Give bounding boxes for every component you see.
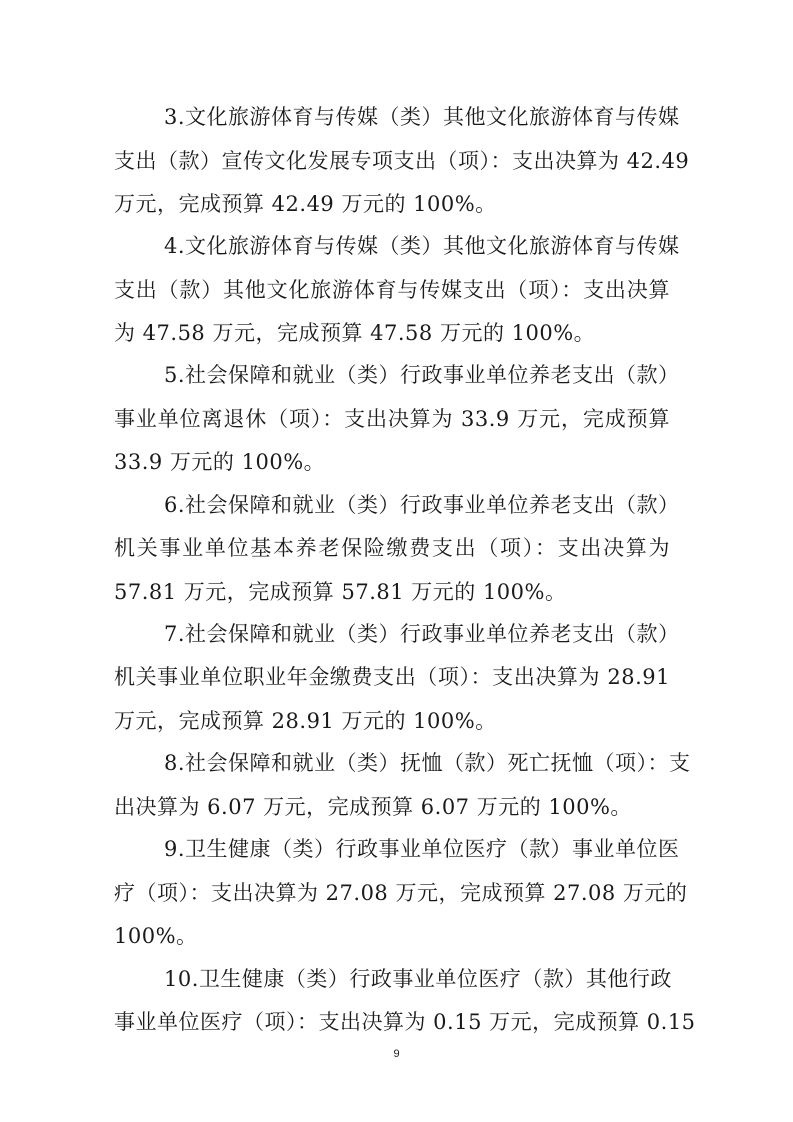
paragraph-5-line-3: 33.9 万元的 100%。 xyxy=(114,450,326,474)
page-number: 9 xyxy=(393,1048,400,1060)
paragraph-7-line-2: 机关事业单位职业年金缴费支出（项）：支出决算为 28.91 xyxy=(114,665,670,689)
paragraph-6-line-3: 57.81 万元，完成预算 57.81 万元的 100%。 xyxy=(114,580,567,604)
paragraph-10-line-2: 事业单位医疗（项）：支出决算为 0.15 万元，完成预算 0.15 xyxy=(114,1010,696,1034)
paragraph-5-line-2: 事业单位离退休（项）：支出决算为 33.9 万元，完成预算 xyxy=(114,407,670,431)
paragraph-6-line-2: 机关事业单位基本养老保险缴费支出（项）：支出决算为 xyxy=(114,536,670,560)
paragraph-4-line-3: 为 47.58 万元，完成预算 47.58 万元的 100%。 xyxy=(114,321,596,345)
paragraph-8-line-1: 8.社会保障和就业（类）抚恤（款）死亡抚恤（项）：支 xyxy=(164,751,691,775)
paragraph-4-line-1: 4.文化旅游体育与传媒（类）其他文化旅游体育与传媒 xyxy=(164,234,680,258)
paragraph-6-line-1: 6.社会保障和就业（类）行政事业单位养老支出（款） xyxy=(164,493,680,517)
paragraph-3-line-3: 万元，完成预算 42.49 万元的 100%。 xyxy=(114,192,497,216)
paragraph-3-line-1: 3.文化旅游体育与传媒（类）其他文化旅游体育与传媒 xyxy=(164,105,680,129)
paragraph-4-line-2: 支出（款）其他文化旅游体育与传媒支出（项）：支出决算 xyxy=(114,278,670,302)
paragraph-7-line-3: 万元，完成预算 28.91 万元的 100%。 xyxy=(114,709,497,733)
paragraph-5-line-1: 5.社会保障和就业（类）行政事业单位养老支出（款） xyxy=(164,363,680,387)
paragraph-3-line-2: 支出（款）宣传文化发展专项支出（项）：支出决算为 42.49 xyxy=(114,149,690,173)
paragraph-9-line-1: 9.卫生健康（类）行政事业单位医疗（款）事业单位医 xyxy=(164,837,680,861)
paragraph-9-line-2: 疗（项）：支出决算为 27.08 万元，完成预算 27.08 万元的 xyxy=(114,881,688,905)
paragraph-7-line-1: 7.社会保障和就业（类）行政事业单位养老支出（款） xyxy=(164,622,680,646)
paragraph-10-line-1: 10.卫生健康（类）行政事业单位医疗（款）其他行政 xyxy=(164,967,672,991)
paragraph-8-line-2: 出决算为 6.07 万元，完成预算 6.07 万元的 100%。 xyxy=(114,795,632,819)
paragraph-9-line-3: 100%。 xyxy=(114,924,198,948)
